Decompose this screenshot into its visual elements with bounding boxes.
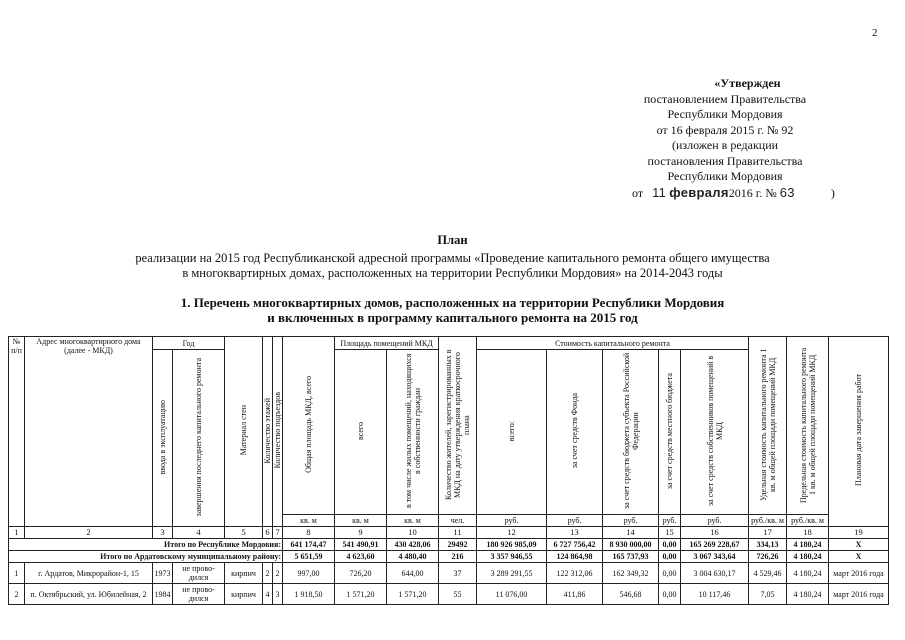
approval-line: от 16 февраля 2015 г. № 92 (656, 122, 794, 137)
total-cell: 641 174,47 (283, 539, 335, 551)
header-entrances: Количество подъездов (273, 337, 283, 527)
header-max-cost: Предельная стоимость капитального ремонта 1 кв. м общей площади помещений МКД (787, 337, 829, 515)
col-number: 11 (439, 527, 477, 539)
row-walls: кирпич (225, 563, 263, 584)
unit-cell: руб. (603, 515, 659, 527)
header-year: Год (153, 337, 225, 350)
total-cell: 180 926 985,09 (477, 539, 547, 551)
col-number: 14 (603, 527, 659, 539)
row-address: г. Ардатов, Микрорайон-1, 15 (25, 563, 153, 584)
total-cell: 124 864,98 (547, 551, 603, 563)
row-entrances: 2 (273, 563, 283, 584)
approval-number: 63 (779, 184, 795, 200)
col-number: 17 (749, 527, 787, 539)
header-cost-all: всего: (477, 350, 547, 515)
unit-cell: руб./кв. м (787, 515, 829, 527)
total-cell: 8 930 000,00 (603, 539, 659, 551)
col-number: 2 (25, 527, 153, 539)
col-number: 7 (273, 527, 283, 539)
total-cell: 3 067 343,64 (681, 551, 749, 563)
row-cell: 546,68 (603, 584, 659, 605)
total-cell: X (829, 551, 889, 563)
header-total-area: Общая площадь МКД, всего (283, 337, 335, 515)
header-cost-subject: за счет средств бюджета субъекта Российской Федерации (603, 350, 659, 515)
approval-line: Республики Мордовия (667, 107, 783, 121)
total-cell: 726,26 (749, 551, 787, 563)
row-cell: 55 (439, 584, 477, 605)
total-cell: 29492 (439, 539, 477, 551)
total-cell: 216 (439, 551, 477, 563)
total-cell: 4 180,24 (787, 551, 829, 563)
approval-day: 11 (652, 184, 667, 200)
row-num: 2 (9, 584, 25, 605)
unit-cell: руб. (477, 515, 547, 527)
row-year-repair: не прово-дился (173, 563, 225, 584)
col-number: 10 (387, 527, 439, 539)
approval-from: от (632, 185, 644, 200)
total-cell: X (829, 539, 889, 551)
approval-line: постановлением Правительства (643, 91, 807, 106)
section-title-line: 1. Перечень многоквартирных домов, расположенных на территории Республики Мордовия (180, 295, 725, 310)
unit-cell: чел. (439, 515, 477, 527)
row-address: п. Октябрьский, ул. Юбилейная, 2 (25, 584, 153, 605)
row-cell: 0,00 (659, 563, 681, 584)
row-cell: март 2016 года (829, 584, 889, 605)
total-cell: 3 357 946,55 (477, 551, 547, 563)
unit-cell: руб. (547, 515, 603, 527)
total-label: Итого по Республике Мордовия: (9, 539, 283, 551)
header-address: Адрес многоквартирного дома (далее - МКД) (25, 337, 153, 527)
row-cell: 1 571,20 (335, 584, 387, 605)
row-cell: 4 180,24 (787, 563, 829, 584)
row-cell: 10 117,46 (681, 584, 749, 605)
header-cost-owners: за счет средств собственников помещений в МКД (681, 350, 749, 515)
row-cell: 11 076,00 (477, 584, 547, 605)
total-cell: 430 428,06 (387, 539, 439, 551)
total-cell: 334,13 (749, 539, 787, 551)
row-cell: 37 (439, 563, 477, 584)
row-cell: 644,00 (387, 563, 439, 584)
total-cell: 6 727 756,42 (547, 539, 603, 551)
row-floors: 4 (263, 584, 273, 605)
col-number: 19 (829, 527, 889, 539)
row-entrances: 3 (273, 584, 283, 605)
approval-date-tail: 2016 г. № (728, 185, 777, 200)
section-title (0, 295, 905, 325)
col-number: 8 (283, 527, 335, 539)
col-number: 12 (477, 527, 547, 539)
header-cost: Стоимость капитального ремонта (477, 337, 749, 350)
col-number: 15 (659, 527, 681, 539)
row-cell: 726,20 (335, 563, 387, 584)
section-title-line: и включенных в программу капитального ремонта на 2015 год (267, 310, 638, 325)
header-year-last-repair: завершения последнего капитального ремонта (173, 350, 225, 527)
table-row (9, 563, 889, 584)
col-number: 6 (263, 527, 273, 539)
unit-cell: кв. м (387, 515, 439, 527)
plan-subtitle-line: в многоквартирных домах, расположенных на территории Республики Мордовия» на 2014-2043 годы (182, 266, 723, 280)
unit-cell: руб. (681, 515, 749, 527)
plan-subtitle (0, 251, 905, 281)
row-cell: март 2016 года (829, 563, 889, 584)
row-cell: 0,00 (659, 584, 681, 605)
header-unit-cost: Удельная стоимость капитального ремонта 1 кв. м общей площади помещений МКД (749, 337, 787, 515)
row-cell: 162 349,32 (603, 563, 659, 584)
row-cell: 997,00 (283, 563, 335, 584)
header-year-commission: ввода в эксплуатацию (153, 350, 173, 527)
total-cell: 4 623,60 (335, 551, 387, 563)
total-district-row (9, 551, 889, 563)
header-num: № п/п (9, 337, 25, 527)
total-cell: 4 180,24 (787, 539, 829, 551)
total-label: Итого по Ардатовскому муниципальному району: (9, 551, 283, 563)
plan-subtitle-line: реализации на 2015 год Республиканской адресной программы «Проведение капитального ремонта общего имущества (135, 251, 770, 265)
header-premises-all: всего (335, 350, 387, 515)
row-cell: 122 312,06 (547, 563, 603, 584)
total-republic-row (9, 539, 889, 551)
approval-date-line (560, 185, 890, 202)
approval-close: ) (830, 185, 835, 200)
col-number: 16 (681, 527, 749, 539)
header-residents: Количество жителей, зарегистрированных в МКД на дату утверждения краткосрочного плана (439, 337, 477, 515)
col-number: 3 (153, 527, 173, 539)
col-number: 4 (173, 527, 225, 539)
unit-cell: кв. м (283, 515, 335, 527)
header-floors: Количество этажей (263, 337, 273, 527)
row-cell: 3 004 630,17 (681, 563, 749, 584)
col-number: 13 (547, 527, 603, 539)
row-cell: 411,86 (547, 584, 603, 605)
row-year-commission: 1973 (153, 563, 173, 584)
column-numbers-row (9, 527, 889, 539)
unit-cell: руб./кв. м (749, 515, 787, 527)
col-number: 9 (335, 527, 387, 539)
total-cell: 165 737,93 (603, 551, 659, 563)
row-cell: 1 918,50 (283, 584, 335, 605)
total-cell: 165 269 228,67 (681, 539, 749, 551)
plan-title: План (437, 233, 468, 247)
col-number: 5 (225, 527, 263, 539)
approval-line: (изложен в редакции (671, 138, 779, 152)
header-cost-local: за счет средств местного бюджета (659, 350, 681, 515)
header-walls: Материал стен (225, 337, 263, 527)
header-row (9, 337, 889, 350)
total-cell: 541 490,91 (335, 539, 387, 551)
row-year-commission: 1984 (153, 584, 173, 605)
total-cell: 0,00 (659, 539, 681, 551)
total-cell: 5 651,59 (283, 551, 335, 563)
row-cell: 4 529,46 (749, 563, 787, 584)
approval-month: февраля (669, 184, 729, 200)
row-cell: 4 180,24 (787, 584, 829, 605)
page-number: 2 (872, 27, 878, 39)
table-row (9, 584, 889, 605)
header-cost-fund: за счет средств Фонда (547, 350, 603, 515)
total-cell: 0,00 (659, 551, 681, 563)
approval-line: постановления Правительства (647, 153, 803, 168)
houses-table (8, 336, 889, 605)
row-cell: 1 571,20 (387, 584, 439, 605)
approval-line: Республики Мордовия (667, 169, 783, 183)
row-num: 1 (9, 563, 25, 584)
row-floors: 2 (263, 563, 273, 584)
unit-cell: кв. м (335, 515, 387, 527)
row-year-repair: не прово-дился (173, 584, 225, 605)
col-number: 18 (787, 527, 829, 539)
approval-line: «Утвержден (714, 76, 781, 90)
total-cell: 4 480,40 (387, 551, 439, 563)
header-premises-citizens: в том числе жилых помещений, находящихся в собственности граждан (387, 350, 439, 515)
col-number: 1 (9, 527, 25, 539)
unit-cell: руб. (659, 515, 681, 527)
row-walls: кирпич (225, 584, 263, 605)
row-cell: 7,05 (749, 584, 787, 605)
row-cell: 3 289 291,55 (477, 563, 547, 584)
header-premises-area: Площадь помещений МКД (335, 337, 439, 350)
approval-block (560, 76, 890, 201)
header-deadline: Плановая дата завершения работ (829, 337, 889, 527)
